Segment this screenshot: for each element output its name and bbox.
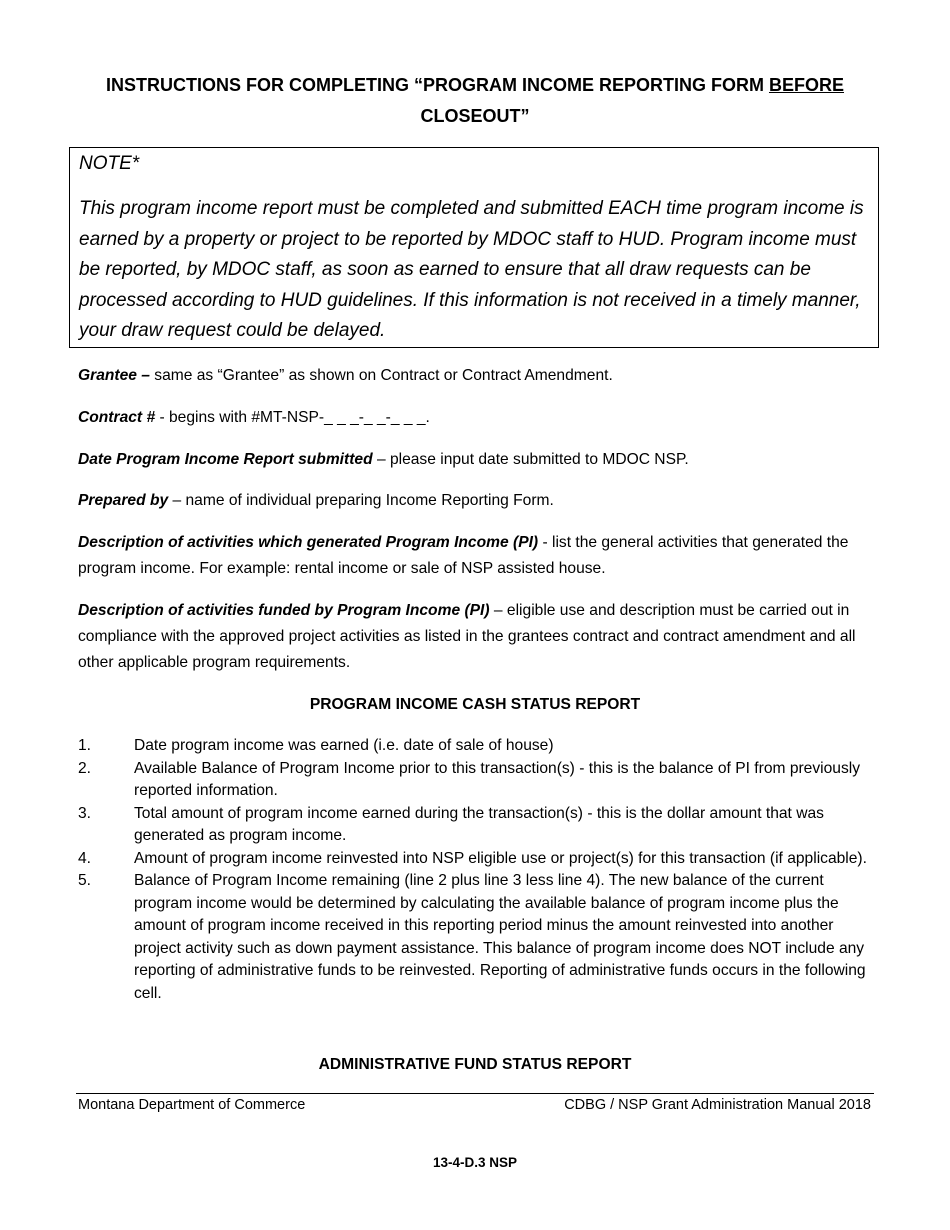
footer-organization: Montana Department of Commerce <box>78 1097 306 1113</box>
item-text: Total amount of program income earned during the transaction(s) - this is the dollar amount that was generated as program income. <box>134 804 824 844</box>
field-prepared-by <box>78 488 878 514</box>
note-body: This program income report must be completed and submitted EACH time program income is earned by a property or project to be reported by MDOC staff to HUD. Program income must be reported, by MDOC staff, as soon as earned to ensure that all draw requests can be processed according to HUD guidelines. If this information is not received in a timely manner, your draw request could be delayed. <box>79 198 864 342</box>
title-underlined-word: BEFORE <box>768 75 844 95</box>
item-number: 1. <box>78 737 92 754</box>
item-number: 5. <box>78 872 92 889</box>
field-label: Grantee – <box>78 367 150 384</box>
field-grantee <box>78 363 878 389</box>
field-description: - begins with #MT-NSP-_ _ _-_ _-_ _ _. <box>155 409 430 426</box>
list-item <box>78 870 878 1005</box>
list-item <box>78 803 878 848</box>
list-item <box>78 848 878 871</box>
list-item <box>78 758 878 803</box>
item-text: Balance of Program Income remaining (line 2 plus line 3 less line 4). The new balance of the current program income would be determined by calculating the available balance of program income plus the amount of program income received in this reporting period minus the amount reinvested into another project activity such as down payment assistance. This balance of program income does NOT include any reporting of administrative funds to be reinvested. Reporting of administrative funds occurs in the following cell. <box>134 872 866 1002</box>
field-label: Contract # <box>78 409 156 426</box>
title-text: INSTRUCTIONS FOR COMPLETING “PROGRAM INCOME REPORTING FORM <box>105 75 769 95</box>
field-description: – name of individual preparing Income Reporting Form. <box>168 492 554 509</box>
item-text: Amount of program income reinvested into NSP eligible use or project(s) for this transaction (if applicable). <box>134 849 867 867</box>
field-description: - list the general activities that generated the program income. For example: rental income or sale of NSP assisted house. <box>78 534 849 577</box>
item-text: Date program income was earned (i.e. date of sale of house) <box>134 737 554 754</box>
admin-status-heading: ADMINISTRATIVE FUND STATUS REPORT <box>318 1056 632 1073</box>
cash-status-list <box>78 735 878 1005</box>
field-activities-funded <box>78 598 878 676</box>
page-title <box>60 70 890 132</box>
field-description: same as “Grantee” as shown on Contract or Contract Amendment. <box>149 367 613 384</box>
field-date-submitted <box>78 447 878 473</box>
field-label: Date Program Income Report submitted <box>78 451 377 468</box>
field-label: Description of activities which generated Program Income (PI) <box>78 534 539 551</box>
field-label: Prepared by <box>78 492 169 509</box>
cash-status-heading: PROGRAM INCOME CASH STATUS REPORT <box>309 696 641 713</box>
field-activities-generated <box>78 530 878 582</box>
note-box <box>69 147 879 348</box>
field-contract-number <box>78 405 878 431</box>
item-number: 3. <box>78 804 92 822</box>
footer-divider <box>76 1093 874 1094</box>
field-description: – eligible use and description must be carried out in compliance with the approved project activities as listed in the grantees contract and contract amendment and all other applicable program requirements. <box>78 602 856 671</box>
list-item <box>78 735 878 758</box>
item-number: 4. <box>78 849 92 867</box>
title-text-end: CLOSEOUT” <box>420 106 530 126</box>
item-number: 2. <box>78 759 92 777</box>
page-identifier: 13-4-D.3 NSP <box>432 1155 518 1170</box>
item-text: Available Balance of Program Income prior to this transaction(s) - this is the balance of PI from previously reported information. <box>134 759 861 799</box>
field-description: – please input date submitted to MDOC NSP. <box>376 451 689 468</box>
note-heading: NOTE* <box>79 153 140 174</box>
field-label: Description of activities funded by Program Income (PI) <box>78 602 490 619</box>
footer-manual-title: CDBG / NSP Grant Administration Manual 2018 <box>564 1097 871 1113</box>
